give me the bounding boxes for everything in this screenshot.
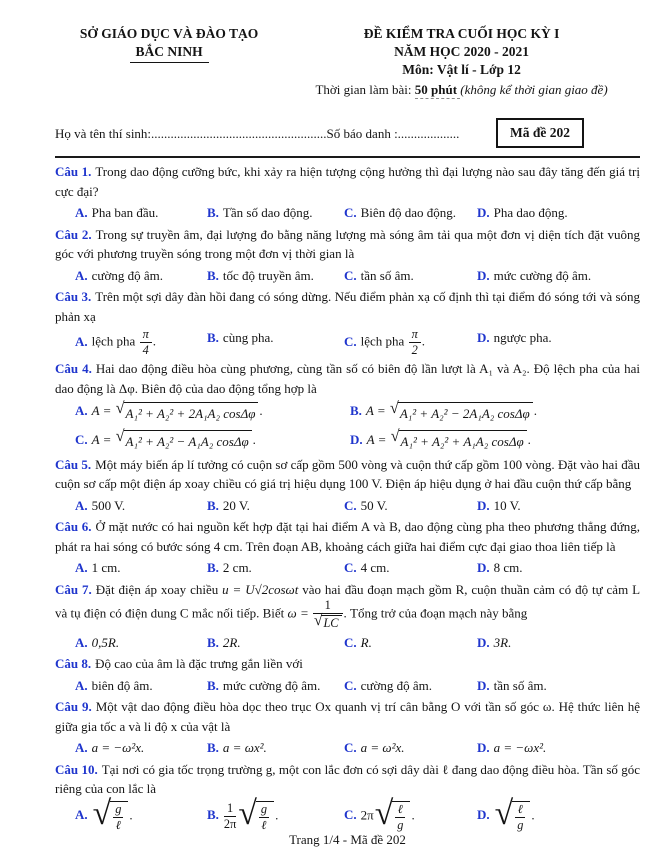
options-row xyxy=(55,495,640,517)
option-text: . xyxy=(421,333,425,349)
radicand xyxy=(256,801,274,832)
radicand xyxy=(110,801,128,832)
duration-note: (không kể thời gian giao đề) xyxy=(460,81,608,97)
option-d xyxy=(477,675,640,697)
option-b xyxy=(207,675,344,697)
option-text: . xyxy=(252,432,256,448)
exam-header xyxy=(55,25,640,98)
question-number: Câu 5. xyxy=(55,456,92,472)
square-root xyxy=(389,398,533,424)
option-b xyxy=(207,327,344,358)
radicand: A₁² + A₂² − 2A₁A₂ cosΔφ xyxy=(398,402,533,424)
option-letter: A. xyxy=(75,267,88,283)
option-letter: B. xyxy=(207,205,219,221)
coefficient: 2π xyxy=(360,807,374,823)
fraction-numerator: ℓ xyxy=(395,803,405,818)
option-a xyxy=(75,202,207,224)
option-letter: B. xyxy=(350,403,362,419)
square-root xyxy=(238,794,274,832)
fraction-numerator: g xyxy=(115,801,122,816)
fraction-numerator: π xyxy=(409,328,421,343)
option-text: tần số âm. xyxy=(360,267,414,283)
option-text: . xyxy=(152,333,156,349)
option-d xyxy=(350,429,640,453)
option-c xyxy=(344,265,477,287)
options-grid xyxy=(55,400,640,453)
option-a xyxy=(75,400,350,424)
option-letter: A. xyxy=(75,807,88,823)
question-number: Câu 10. xyxy=(55,761,98,777)
option-d xyxy=(477,202,640,224)
question-number: Câu 4. xyxy=(55,361,92,377)
option-text: 4 cm. xyxy=(360,560,390,576)
options-row xyxy=(55,794,640,833)
option-letter: A. xyxy=(75,677,88,693)
radical-sign: √ xyxy=(313,612,323,630)
option-d xyxy=(477,327,640,358)
question-text: Hai dao động điều hòa cùng phương, cùng tần số có biên độ lần lượt là A₁ và A₂. Độ lệch pha của hai dao động là Δφ. Biên độ của dao động tổng hợp là xyxy=(55,361,640,396)
option-letter: A. xyxy=(75,740,88,756)
fraction xyxy=(259,803,269,832)
question-text: Trên một sợi dây đàn hồi đang có sóng dừng. Nếu điểm phản xạ cố định thì tại điểm đó sóng tới và sóng phản xạ xyxy=(55,289,641,324)
province-name-wrap xyxy=(55,43,283,63)
radical-sign: √ xyxy=(115,398,125,417)
option-letter: C. xyxy=(344,807,357,823)
option-letter: D. xyxy=(477,807,490,823)
question-number: Câu 1. xyxy=(55,164,92,180)
exam-title: ĐỀ KIỂM TRA CUỐI HỌC KỲ I xyxy=(363,26,560,41)
options-row xyxy=(55,737,640,759)
fraction-denominator: ℓ xyxy=(261,817,267,832)
question-text: Ở mặt nước có hai nguồn kết hợp đặt tại hai điểm A và B, dao động cùng pha theo phương thẳng đứng, phát ra hai sóng có bước sóng 4 cm. Trên đoạn AB, khoảng cách giữa hai điểm cực đại giao thoa liên tiếp là xyxy=(55,519,641,554)
fraction-numerator: 1 xyxy=(224,802,236,817)
option-d xyxy=(477,632,640,654)
fraction-denominator: 2π xyxy=(223,816,237,831)
options-row xyxy=(55,265,640,287)
option-b xyxy=(207,737,344,759)
option-letter: D. xyxy=(477,634,490,650)
option-text: 3R. xyxy=(493,634,512,650)
fraction-denominator: 4 xyxy=(142,343,149,358)
square-root xyxy=(494,794,531,832)
option-letter: B. xyxy=(207,560,219,576)
option-text: . xyxy=(129,807,133,823)
question-4 xyxy=(55,359,640,453)
option-letter: A. xyxy=(75,403,88,419)
option-letter: D. xyxy=(350,432,363,448)
option-letter: C. xyxy=(344,497,357,513)
fraction-numerator: π xyxy=(140,328,152,343)
fraction xyxy=(313,599,343,630)
question-number: Câu 8. xyxy=(55,656,92,672)
options-row xyxy=(55,202,640,224)
option-letter: B. xyxy=(207,740,219,756)
option-d xyxy=(477,495,640,517)
option-text: biên độ âm. xyxy=(91,677,153,693)
option-b xyxy=(207,265,344,287)
question-1 xyxy=(55,162,640,224)
option-b xyxy=(207,495,344,517)
option-letter: C. xyxy=(344,634,357,650)
option-a xyxy=(75,327,207,358)
question-stem xyxy=(55,455,640,494)
question-text: Một máy biến áp lí tưởng có cuộn sơ cấp gồm 500 vòng và cuộn thứ cấp gồm 100 vòng. Đặt vào hai đầu cuộn sơ cấp một điện áp xoay chiều có giá trị hiệu dụng 100 V. Điện áp hiệu dụng ở hai đầu cuộn thứ cấp bằng xyxy=(55,456,640,492)
fraction xyxy=(515,803,525,832)
question-stem xyxy=(55,654,640,674)
omega-lhs: ω = xyxy=(287,606,312,622)
square-root xyxy=(92,794,129,832)
radical-sign: √ xyxy=(494,794,514,832)
square-root xyxy=(115,398,259,424)
option-text: 2 cm. xyxy=(222,560,252,576)
question-text: Độ cao của âm là đặc trưng gắn liền với xyxy=(95,656,303,672)
question-text: vào hai đầu đoạn mạch gồm R, cuộn thuần cảm có độ tự cảm L và tụ điện có điện dung C mắc nối tiếp. Biết xyxy=(55,581,641,622)
option-letter: B. xyxy=(207,677,219,693)
student-id-field: Số báo danh :................... xyxy=(326,125,460,141)
option-letter: C. xyxy=(344,677,357,693)
question-text: Trong dao động cưỡng bức, khi xảy ra hiện tượng cộng hưởng thì đại lượng nào sau đây tăng đến giá trị cực đại? xyxy=(55,164,640,199)
question-text: Trong sự truyền âm, đại lượng đo bằng năng lượng mà sóng âm tải qua một đơn vị diện tích đặt vuông góc với phương truyền sóng trong một đơn vị thời gian là xyxy=(55,226,640,262)
option-text: R. xyxy=(360,634,372,650)
question-9 xyxy=(55,697,640,759)
voltage-formula: u = U√2cosωt xyxy=(222,581,299,597)
formula-lhs: A = xyxy=(91,403,115,419)
radicand: A₁² + A₂² − A₁A₂ cosΔφ xyxy=(124,430,252,452)
option-a xyxy=(75,265,207,287)
radical-sign: √ xyxy=(374,794,394,832)
question-number: Câu 9. xyxy=(55,699,92,715)
option-letter: B. xyxy=(207,497,219,513)
question-text: Đặt điện áp xoay chiều xyxy=(95,581,223,597)
question-stem xyxy=(55,225,640,264)
option-text: Tần số dao động. xyxy=(222,205,313,221)
option-letter: D. xyxy=(477,560,490,576)
radical-sign: √ xyxy=(389,398,399,417)
square-root xyxy=(115,427,252,452)
question-stem xyxy=(55,287,640,326)
question-number: Câu 2. xyxy=(55,226,92,242)
option-letter: C. xyxy=(344,267,357,283)
option-text: . xyxy=(531,807,535,823)
radical-sign: √ xyxy=(115,427,125,446)
radical-sign: √ xyxy=(238,794,257,832)
exam-title-block xyxy=(283,25,640,98)
fraction-numerator: ℓ xyxy=(515,803,525,818)
radicand: A₁² + A₂² + A₁A₂ cosΔφ xyxy=(399,430,527,452)
option-text: 0,5R. xyxy=(91,634,120,650)
option-c xyxy=(75,429,350,453)
option-letter: C. xyxy=(344,333,357,349)
option-text: Pha ban đầu. xyxy=(91,205,159,221)
option-text: tần số âm. xyxy=(493,677,547,693)
subject-line: Môn: Vật lí - Lớp 12 xyxy=(402,62,521,78)
option-letter: B. xyxy=(207,807,219,823)
option-letter: A. xyxy=(75,560,88,576)
option-b xyxy=(207,794,344,833)
fraction-denominator: 2 xyxy=(411,343,418,358)
option-text: 2R. xyxy=(222,634,241,650)
option-text: a = −ω²x. xyxy=(91,740,145,756)
option-text: 500 V. xyxy=(91,497,126,513)
option-b xyxy=(207,632,344,654)
option-text: Biên độ dao động. xyxy=(360,205,456,221)
option-c xyxy=(344,202,477,224)
square-root xyxy=(374,794,411,832)
fraction xyxy=(395,803,405,832)
option-letter: D. xyxy=(477,205,490,221)
radical-sign: √ xyxy=(390,427,400,446)
question-stem xyxy=(55,359,640,398)
option-a xyxy=(75,632,207,654)
header-divider xyxy=(55,156,640,158)
option-c xyxy=(344,495,477,517)
radicand xyxy=(512,801,530,832)
fraction-denominator: g xyxy=(397,817,404,832)
option-text: Pha dao động. xyxy=(493,205,568,221)
option-text: ngược pha. xyxy=(493,330,552,346)
option-text: lệch pha xyxy=(360,333,405,349)
question-number: Câu 7. xyxy=(55,581,92,597)
question-stem xyxy=(55,517,640,556)
fraction-numerator: 1 xyxy=(313,599,343,614)
student-info-row xyxy=(55,118,640,148)
fraction-denominator xyxy=(313,614,343,630)
option-text: . xyxy=(259,403,263,419)
option-letter: D. xyxy=(477,497,490,513)
question-6 xyxy=(55,517,640,579)
question-number: Câu 3. xyxy=(55,289,92,305)
option-text: cường độ âm. xyxy=(91,267,163,283)
option-text: . xyxy=(411,807,415,823)
option-text: mức cường độ âm. xyxy=(493,267,592,283)
option-a xyxy=(75,794,207,833)
option-text: 10 V. xyxy=(493,497,521,513)
option-letter: D. xyxy=(477,677,490,693)
option-text: 8 cm. xyxy=(493,560,523,576)
student-name-field: Họ và tên thí sinh:...................................................... xyxy=(55,125,327,141)
option-c xyxy=(344,557,477,579)
question-text: Một vật dao động điều hòa dọc theo trục Ox quanh vị trí cân bằng O với tần số góc ω. Hệ thức liên hệ giữa gia tốc a và li độ x của vật là xyxy=(55,699,640,734)
option-c xyxy=(344,327,477,358)
option-d xyxy=(477,794,640,833)
question-5 xyxy=(55,455,640,517)
option-text: mức cường độ âm. xyxy=(222,677,321,693)
option-text: lệch pha xyxy=(91,333,136,349)
option-text: tốc độ truyền âm. xyxy=(222,267,314,283)
option-letter: C. xyxy=(344,205,357,221)
option-d xyxy=(477,557,640,579)
option-letter: C. xyxy=(344,560,357,576)
option-letter: A. xyxy=(75,634,88,650)
options-row xyxy=(55,675,640,697)
radicand: LC xyxy=(321,615,341,630)
option-letter: D. xyxy=(477,740,490,756)
question-stem xyxy=(55,580,640,631)
question-stem xyxy=(55,162,640,201)
option-text: a = ω²x. xyxy=(360,740,405,756)
fraction xyxy=(409,328,421,357)
fraction-denominator: g xyxy=(517,817,524,832)
options-row xyxy=(55,557,640,579)
exam-code-box: Mã đề 202 xyxy=(496,118,584,148)
formula-lhs: A = xyxy=(366,432,390,448)
question-number: Câu 6. xyxy=(55,519,92,535)
issuing-authority xyxy=(55,25,283,98)
option-text: . xyxy=(533,403,537,419)
option-d xyxy=(477,265,640,287)
option-a xyxy=(75,557,207,579)
fraction xyxy=(113,803,123,832)
square-root xyxy=(390,427,527,452)
option-letter: D. xyxy=(477,267,490,283)
duration-label: Thời gian làm bài: xyxy=(315,81,415,97)
option-text: . xyxy=(527,432,531,448)
option-letter: B. xyxy=(207,634,219,650)
radicand xyxy=(392,801,410,832)
option-text: 1 cm. xyxy=(91,560,121,576)
option-letter: A. xyxy=(75,497,88,513)
question-stem xyxy=(55,697,640,736)
option-letter: B. xyxy=(207,330,219,346)
option-d xyxy=(477,737,640,759)
option-b xyxy=(350,400,640,424)
question-8 xyxy=(55,654,640,696)
fraction-denominator: ℓ xyxy=(115,817,121,832)
option-letter: A. xyxy=(75,333,88,349)
page-footer: Trang 1/4 - Mã đề 202 xyxy=(289,831,406,847)
radicand: A₁² + A₂² + 2A₁A₂ cosΔφ xyxy=(124,402,259,424)
option-text: 50 V. xyxy=(360,497,388,513)
option-c xyxy=(344,794,477,833)
formula-lhs: A = xyxy=(91,432,115,448)
option-letter: A. xyxy=(75,205,88,221)
option-a xyxy=(75,495,207,517)
fraction xyxy=(140,328,152,357)
school-year: NĂM HỌC 2020 - 2021 xyxy=(394,44,530,60)
province-name: BẮC NINH xyxy=(130,43,209,63)
option-letter: C. xyxy=(344,740,357,756)
options-row xyxy=(55,632,640,654)
option-text: 20 V. xyxy=(222,497,250,513)
question-text: . Tổng trở của đoạn mạch này bằng xyxy=(343,606,528,622)
option-text: cường độ âm. xyxy=(360,677,432,693)
option-text: a = ωx². xyxy=(222,740,267,756)
square-root xyxy=(313,612,342,631)
option-text: . xyxy=(275,807,279,823)
option-a xyxy=(75,737,207,759)
option-text: a = −ωx². xyxy=(493,740,547,756)
formula-lhs: A = xyxy=(365,403,389,419)
option-letter: C. xyxy=(75,432,88,448)
question-stem xyxy=(55,760,640,799)
duration-value: 50 phút xyxy=(414,81,461,97)
coefficient-fraction xyxy=(224,802,236,831)
question-10 xyxy=(55,760,640,833)
radical-sign: √ xyxy=(92,794,112,832)
option-text: cùng pha. xyxy=(222,330,274,346)
option-c xyxy=(344,675,477,697)
option-c xyxy=(344,632,477,654)
duration-line xyxy=(283,81,640,99)
question-text: Tại nơi có gia tốc trọng trường g, một con lắc đơn có sợi dây dài ℓ đang dao động điều hòa. Tần số góc riêng của con lắc là xyxy=(55,761,640,797)
fraction-numerator: g xyxy=(260,801,268,816)
option-a xyxy=(75,675,207,697)
options-row xyxy=(55,327,640,358)
option-letter: B. xyxy=(207,267,219,283)
question-3 xyxy=(55,287,640,358)
question-2 xyxy=(55,225,640,287)
option-b xyxy=(207,202,344,224)
option-b xyxy=(207,557,344,579)
department-name: SỞ GIÁO DỤC VÀ ĐÀO TẠO xyxy=(79,26,259,41)
question-7 xyxy=(55,580,640,653)
option-c xyxy=(344,737,477,759)
option-letter: D. xyxy=(477,330,490,346)
